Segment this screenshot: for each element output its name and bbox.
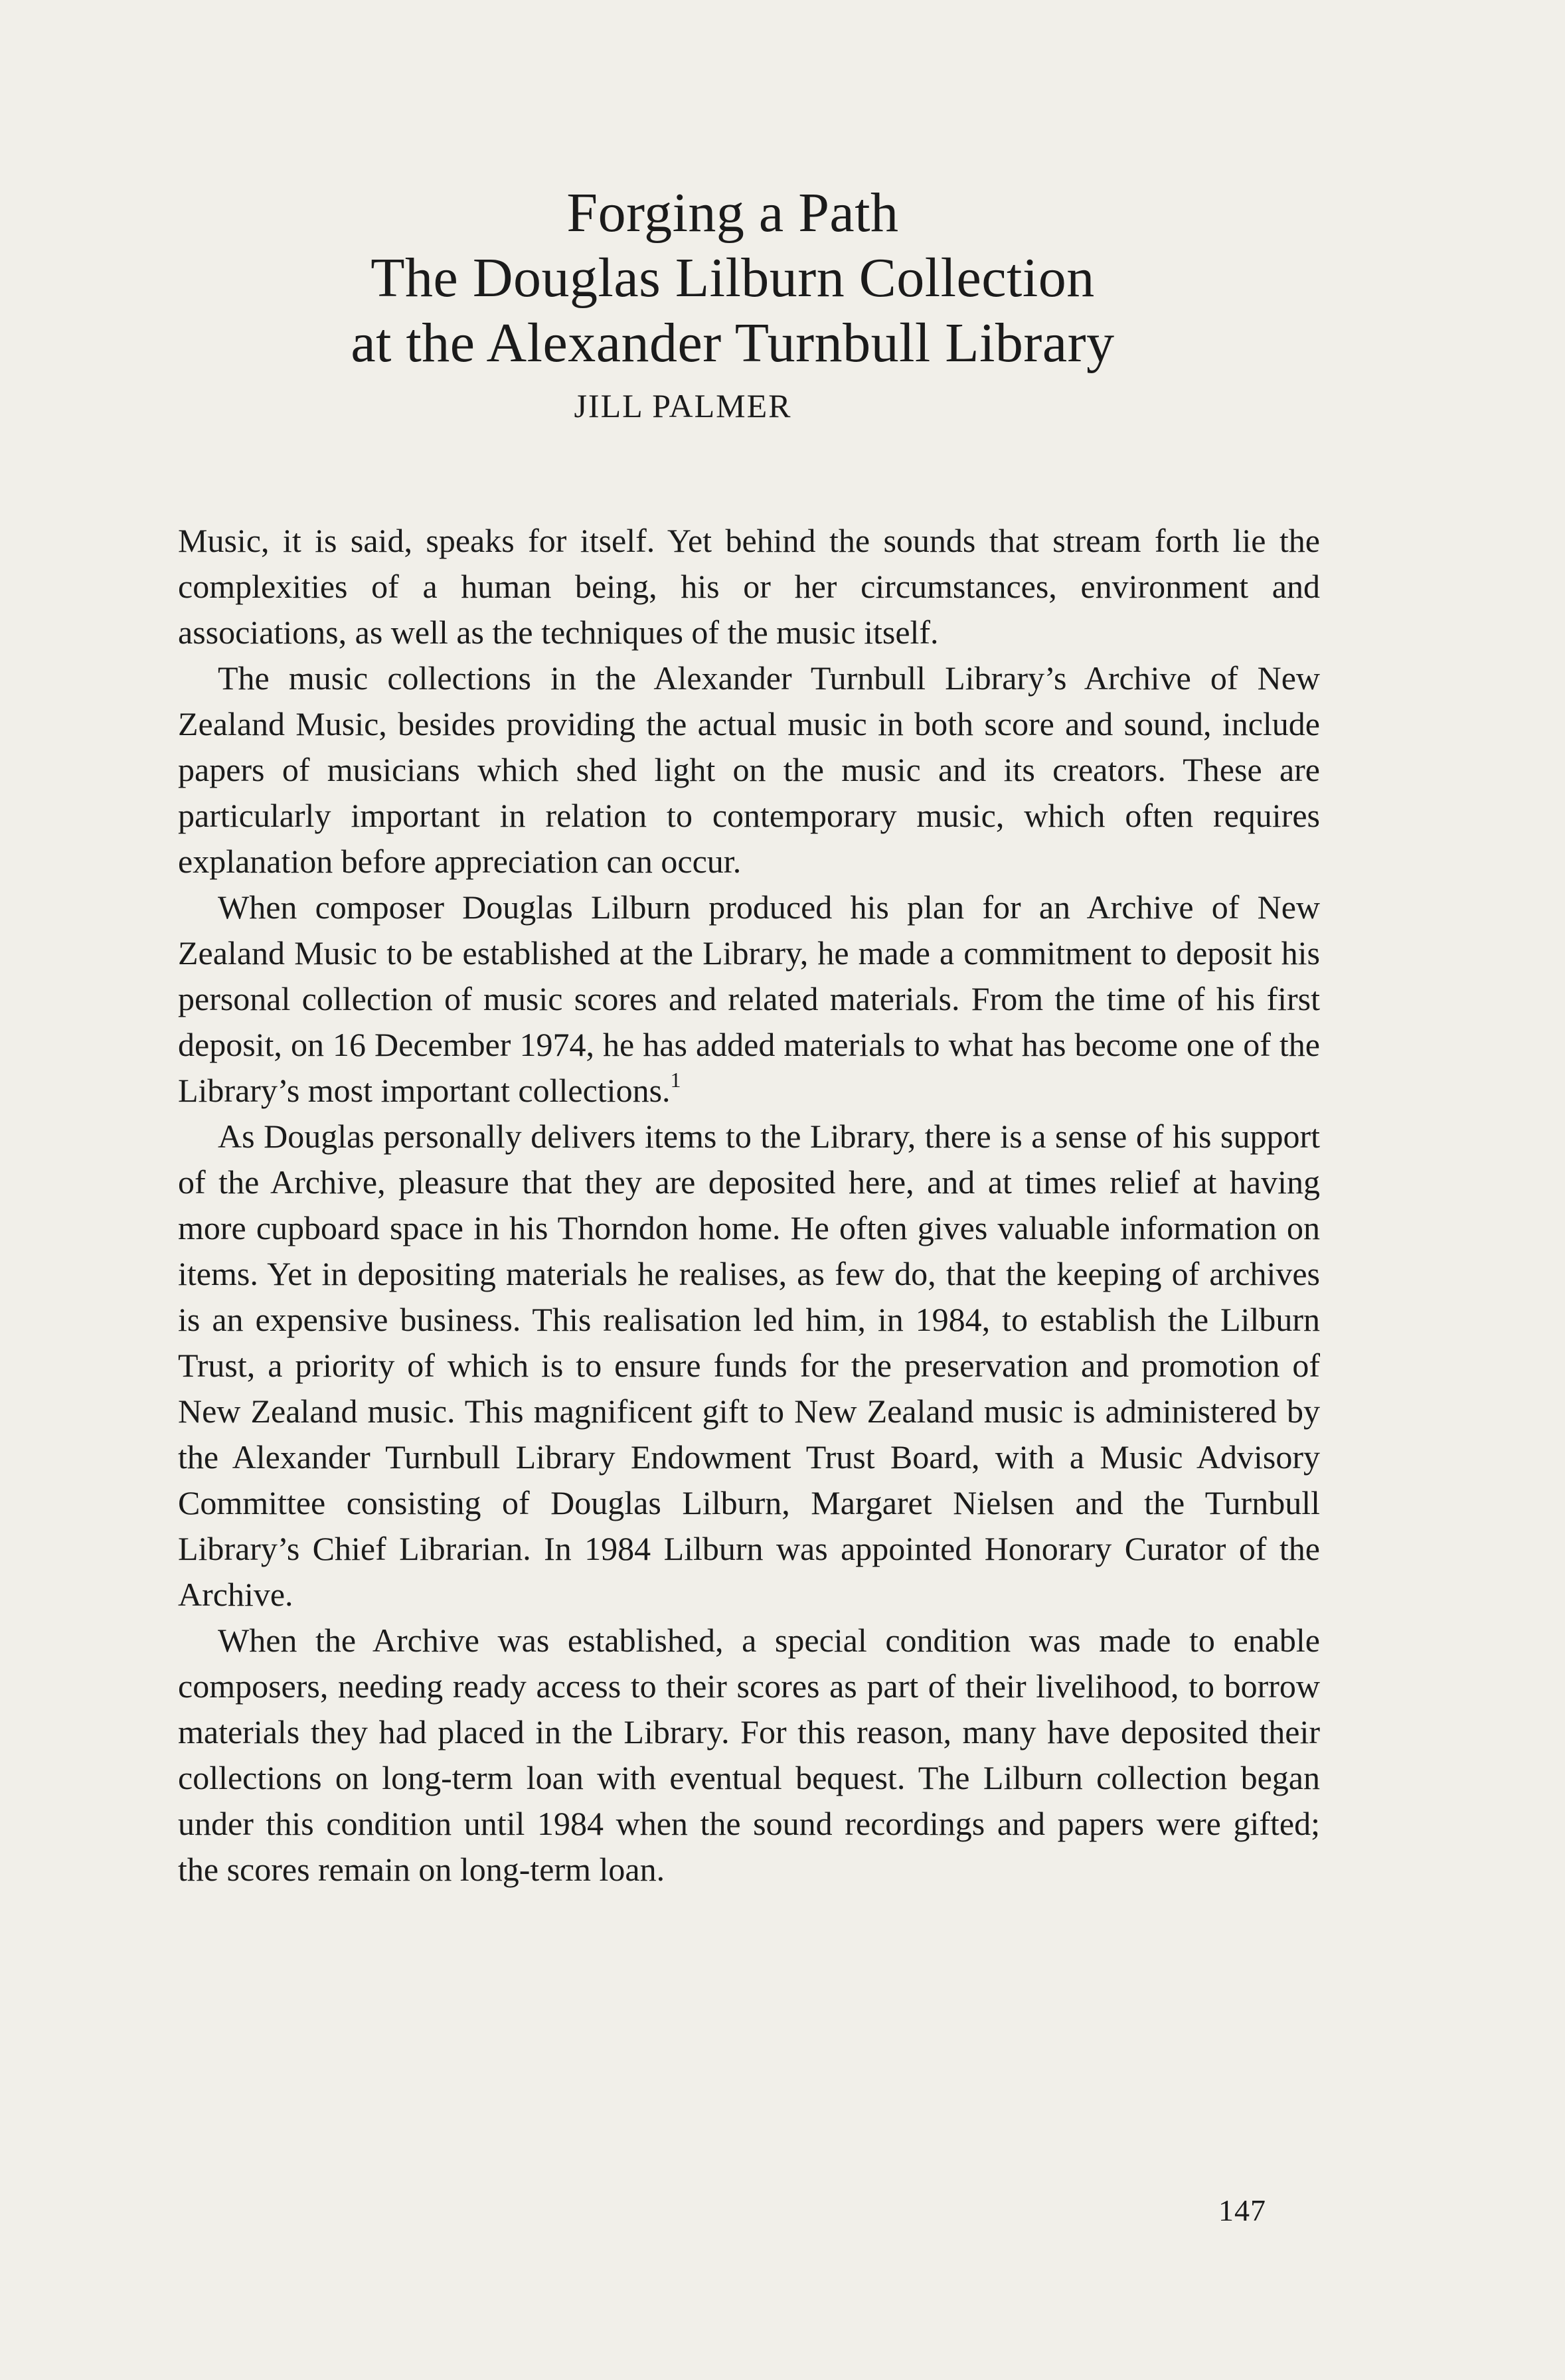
paragraph-4: As Douglas personally delivers items to the Library, there is a sense of his support of the Archive, pleasure that they are deposited here, and at times relief at having more cupboard space in his Thorndon home. He often gives valuable information on items. Yet in depositing materials he realises, as few do, that the keeping of archives is an expensive business. This realisation led him, in 1984, to establish the Lilburn Trust, a priority of which is to ensure funds for the preservation and promotion of New Zealand music. This magnificent gift to New Zealand music is administered by the Alexander Turnbull Library Endowment Trust Board, with a Music Advisory Committee consisting of Douglas Lilburn, Margaret Nielsen and the Turnbull Library’s Chief Librarian. In 1984 Lilburn was appointed Honorary Curator of the Archive. <box>178 1118 1320 1613</box>
paragraph-3 <box>178 885 1320 1114</box>
paragraph-5: When the Archive was established, a special condition was made to enable composers, needing ready access to their scores as part of their livelihood, to borrow materials they had placed in the Library. For this reason, many have deposited their collections on long-term loan with eventual bequest. The Lilburn collection began under this condition until 1984 when the sound recordings and papers were gifted; the scores remain on long-term loan. <box>178 1622 1320 1888</box>
footnote-marker: 1 <box>670 1068 681 1092</box>
article-body <box>178 518 1320 1893</box>
paragraph-2: The music collections in the Alexander Turnbull Library’s Archive of New Zealand Music, besides providing the actual music in both score and sound, include papers of musicians which shed light on the music and its creators. These are particularly important in relation to contemporary music, which often requires explanation before appreciation can occur. <box>178 659 1320 880</box>
title-line-1: Forging a Path <box>566 182 899 244</box>
paragraph-1: Music, it is said, speaks for itself. Yet behind the sounds that stream forth lie the complexities of a human being, his or her circumstances, environment and associations, as well as the techniques of the music itself. <box>178 522 1320 651</box>
title-line-3: at the Alexander Turnbull Library <box>351 312 1115 374</box>
author-byline: JILL PALMER <box>574 387 792 424</box>
title-line-2: The Douglas Lilburn Collection <box>371 247 1095 309</box>
article-title <box>0 181 1565 376</box>
page-number: 147 <box>1218 2193 1266 2227</box>
paragraph-3-text: When composer Douglas Lilburn produced his plan for an Archive of New Zealand Music to be established at the Library, he made a commitment to deposit his personal collection of music scores and related materials. From the time of his first deposit, on 16 December 1974, he has added materials to what has become one of the Library’s most important collections. <box>178 889 1320 1109</box>
